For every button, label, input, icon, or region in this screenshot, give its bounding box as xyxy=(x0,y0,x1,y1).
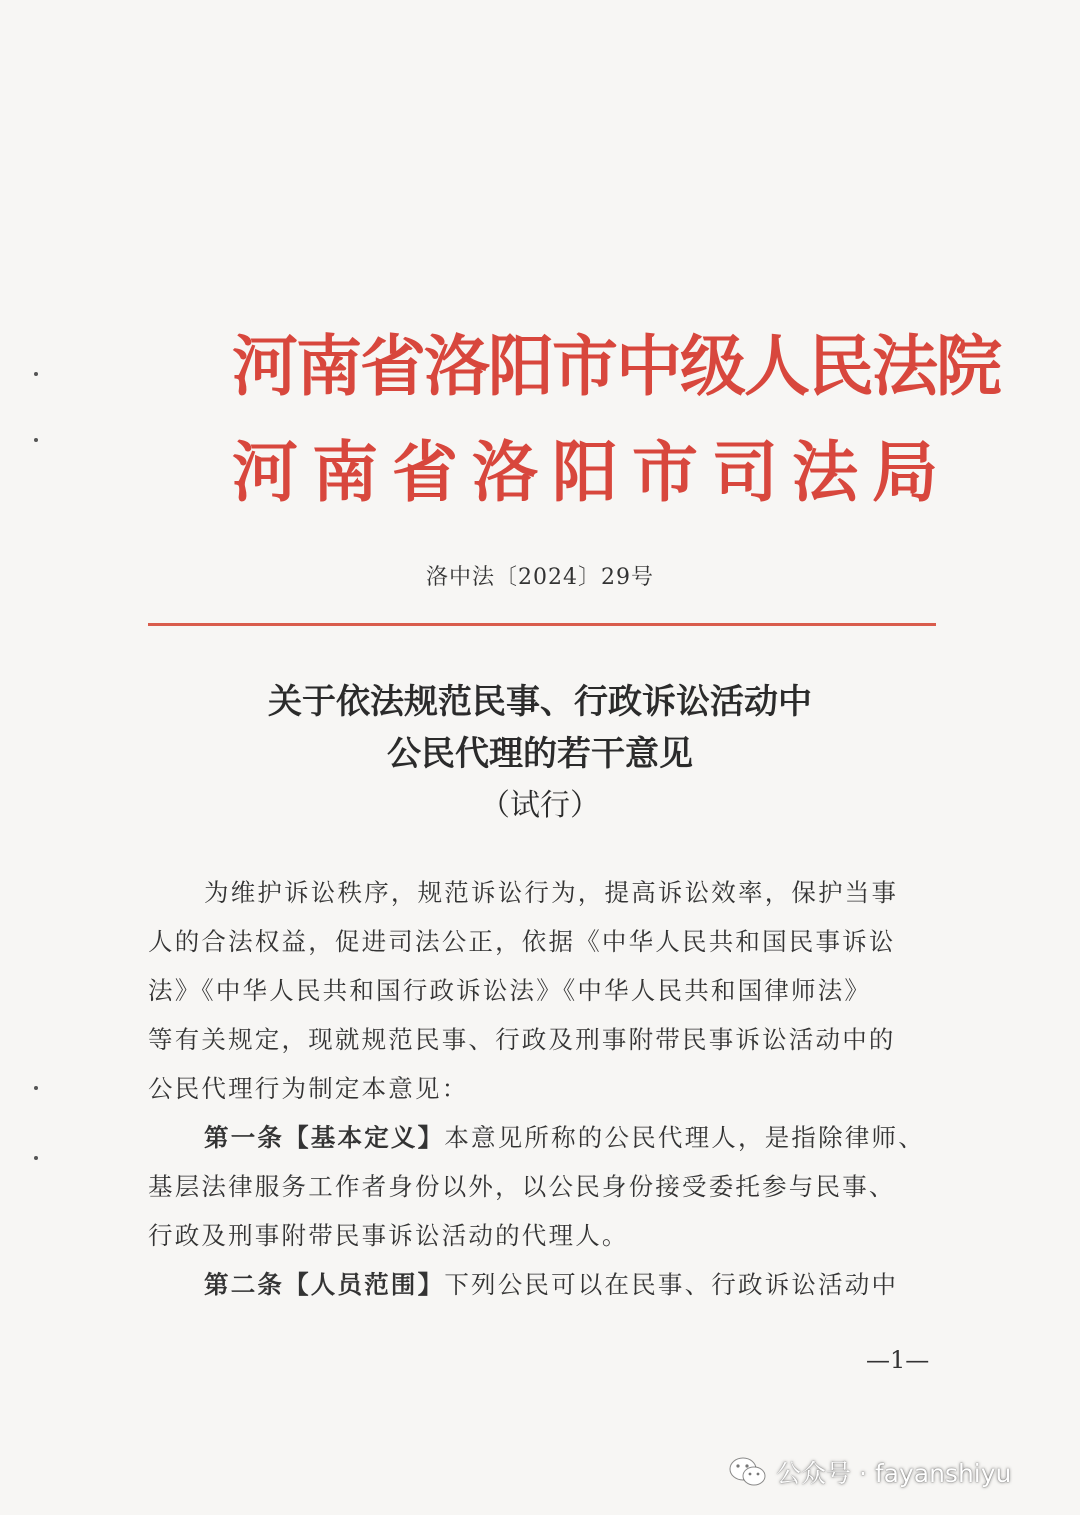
scan-speck xyxy=(34,1156,38,1160)
paragraph-line: 行政及刑事附带民事诉讼活动的代理人。 xyxy=(148,1221,629,1250)
article-2 xyxy=(148,1260,938,1309)
document-number: 洛中法〔2024〕29号 xyxy=(426,565,654,590)
red-divider-line xyxy=(148,623,936,626)
preamble-paragraph xyxy=(148,868,938,1113)
issuing-org-court: 河南省洛阳市中级人民法院 xyxy=(232,327,1000,405)
article-2-text: 下列公民可以在民事、行政诉讼活动中 xyxy=(444,1270,899,1299)
document-title-line-1: 关于依法规范民事、行政诉讼活动中 xyxy=(268,682,812,722)
document-title-trial-note: （试行） xyxy=(480,788,600,823)
paragraph-line: 公民代理行为制定本意见： xyxy=(148,1074,469,1103)
page-number: —1— xyxy=(866,1346,930,1374)
paragraph-line: 为维护诉讼秩序，规范诉讼行为，提高诉讼效率，保护当事 xyxy=(204,878,899,907)
paragraph-line xyxy=(148,1260,938,1309)
paragraph-line xyxy=(148,1113,938,1162)
paragraph-line: 人的合法权益，促进司法公正，依据《中华人民共和国民事诉讼 xyxy=(148,927,896,956)
article-1-heading: 第一条【基本定义】 xyxy=(204,1123,445,1152)
watermark-text: 公众号 · fayanshiyu xyxy=(776,1459,1012,1488)
paragraph-line: 法》《中华人民共和国行政诉讼法》《中华人民共和国律师法》 xyxy=(148,976,872,1005)
article-2-heading: 第二条【人员范围】 xyxy=(204,1270,445,1299)
paragraph-line: 等有关规定，现就规范民事、行政及刑事附带民事诉讼活动中的 xyxy=(148,1025,896,1054)
issuing-org-justice-bureau: 河南省洛阳市司法局 xyxy=(232,433,952,511)
document-title-line-2: 公民代理的若干意见 xyxy=(387,734,693,774)
wechat-watermark xyxy=(728,1450,1011,1494)
scan-speck xyxy=(34,438,38,442)
article-1 xyxy=(148,1113,938,1260)
paragraph-line: 基层法律服务工作者身份以外，以公民身份接受委托参与民事、 xyxy=(148,1172,896,1201)
article-1-text: 本意见所称的公民代理人，是指除律师、 xyxy=(444,1123,925,1152)
wechat-icon xyxy=(728,1455,768,1489)
scan-speck xyxy=(34,372,38,376)
scan-speck xyxy=(34,1086,38,1090)
